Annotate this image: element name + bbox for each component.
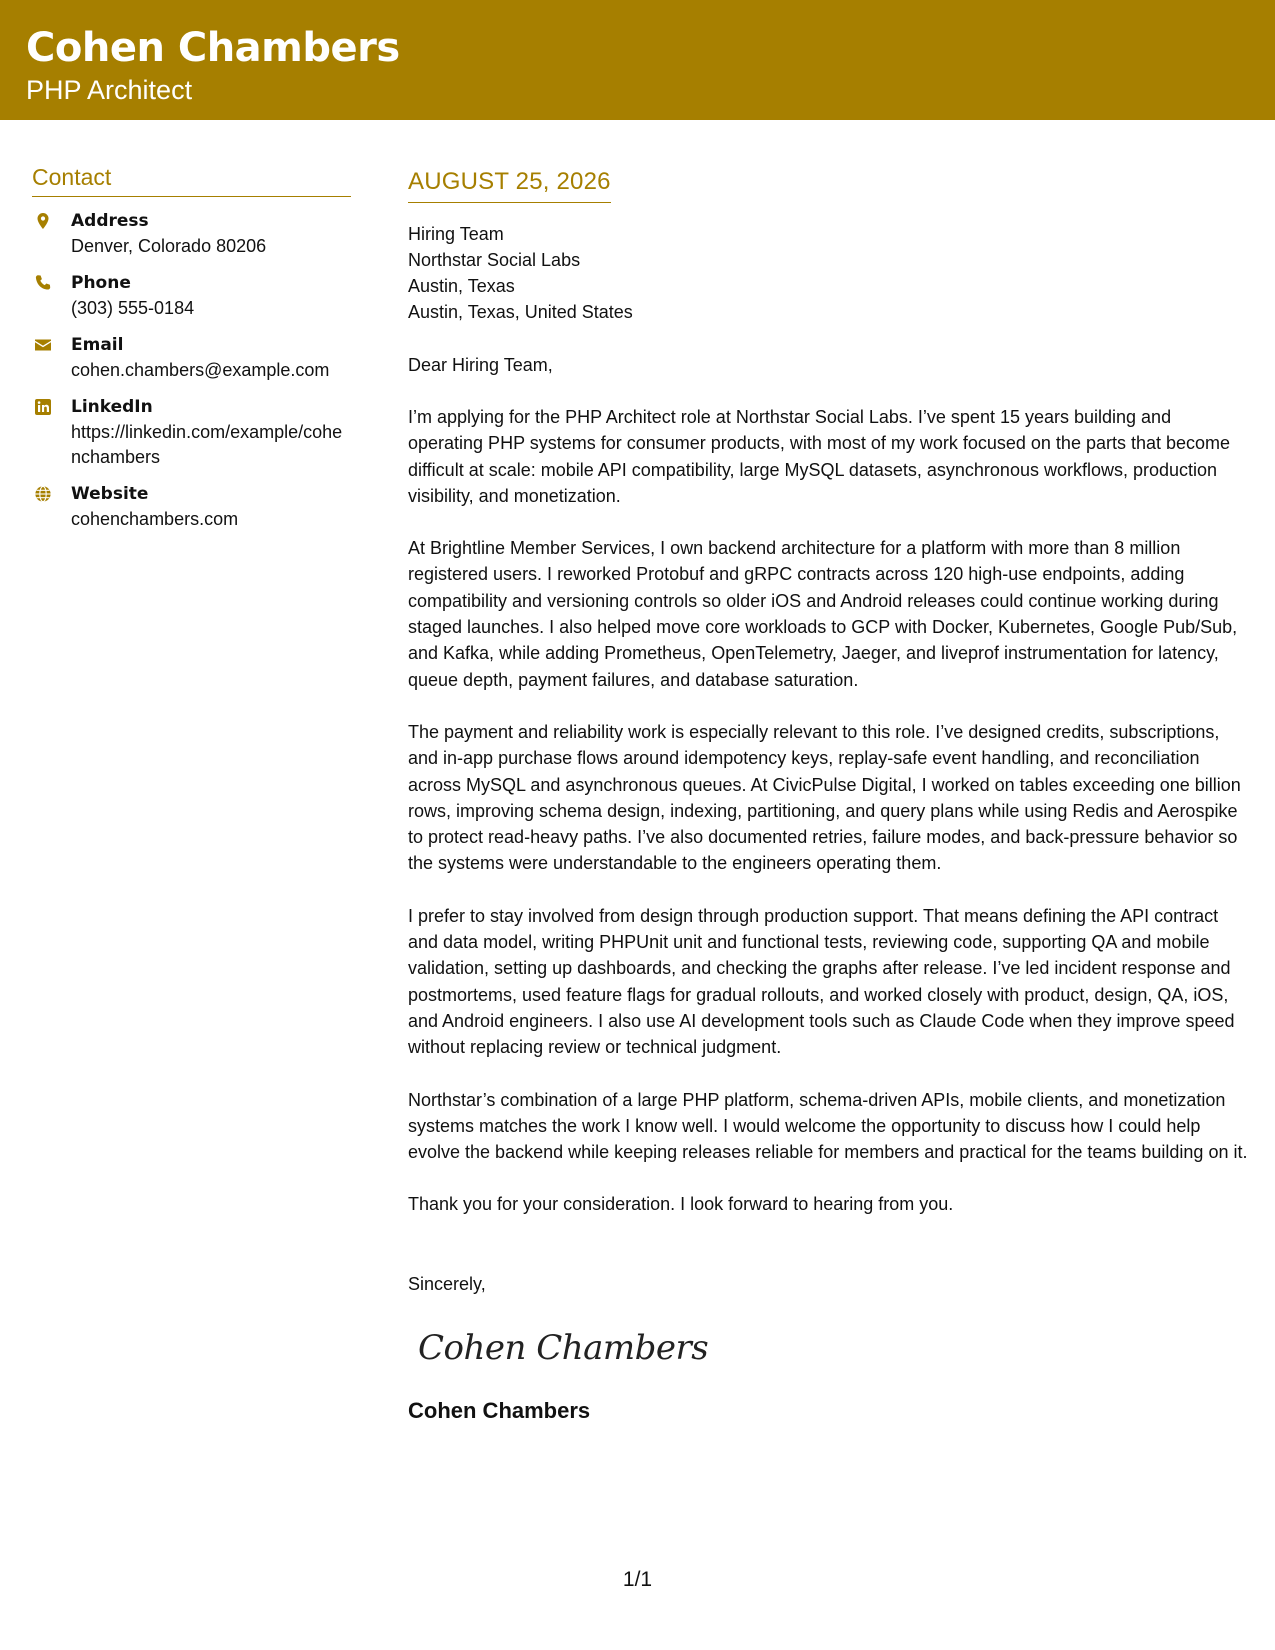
contact-value: (303) 555-0184 xyxy=(71,298,195,318)
recipient-line: Austin, Texas, United States xyxy=(408,302,633,322)
contact-label: Address xyxy=(71,211,149,231)
contact-item-address xyxy=(32,209,351,259)
map-pin-icon xyxy=(34,212,52,230)
contact-list xyxy=(32,209,351,532)
letter-paragraph: The payment and reliability work is especially relevant to this role. I’ve designed credits, subscriptions, and in-app purchase flows around idempotency keys, replay-safe event handling, and reconciliation across MySQL and asynchronous queues. At CivicPulse Digital, I worked on tables exceeding one billion rows, improving schema design, indexing, partitioning, and query plans while using Redis and Aerospike to protect read-heavy paths. I’ve also documented retries, failure modes, and back-pressure behavior so the systems were understandable to the engineers operating them. xyxy=(408,721,1241,874)
linkedin-link[interactable]: https://linkedin.com/example/cohenchambers xyxy=(71,422,343,467)
svg-text:Cohen Chambers: Cohen Chambers xyxy=(418,1327,709,1368)
globe-icon xyxy=(34,485,52,503)
contact-value: Denver, Colorado 80206 xyxy=(71,236,267,256)
handwritten-signature xyxy=(416,1321,1248,1377)
linkedin-icon xyxy=(34,398,52,416)
applicant-name: Cohen Chambers xyxy=(26,25,400,71)
recipient-line: Northstar Social Labs xyxy=(408,250,581,270)
email-link[interactable]: cohen.chambers@example.com xyxy=(71,360,330,380)
salutation: Dear Hiring Team, xyxy=(408,355,553,375)
letter-body xyxy=(408,166,1248,1425)
signer-name: Cohen Chambers xyxy=(408,1397,591,1423)
contact-item-website xyxy=(32,482,351,532)
closing: Sincerely, xyxy=(408,1273,486,1294)
contact-item-email xyxy=(32,333,351,383)
job-title: PHP Architect xyxy=(26,75,193,105)
contact-label: Website xyxy=(71,484,149,504)
envelope-icon xyxy=(34,336,52,354)
recipient-block xyxy=(408,221,1248,325)
contact-item-linkedin xyxy=(32,395,351,470)
letter-paragraph: Northstar’s combination of a large PHP platform, schema-driven APIs, mobile clients, and monetization systems matches the work I know well. I would welcome the opportunity to discuss how I could help evolve the backend while keeping releases reliable for members and practical for the teams building on it. xyxy=(408,1089,1248,1163)
website-link[interactable]: cohenchambers.com xyxy=(71,509,239,529)
letter-paragraph: I’m applying for the PHP Architect role at Northstar Social Labs. I’ve spent 15 years building and operating PHP systems for consumer products, with most of my work focused on the parts that become difficult at scale: mobile API compatibility, large MySQL datasets, asynchronous workflows, production visibility, and monetization. xyxy=(408,407,1231,506)
letter-paragraph: I prefer to stay involved from design through production support. That means defining the API contract and data model, writing PHPUnit unit and functional tests, reviewing code, supporting QA and mobile validation, setting up dashboards, and checking the graphs after release. I’ve led incident response and postmortems, used feature flags for gradual rollouts, and worked closely with product, design, QA, iOS, and Android engineers. I also use AI development tools such as Claude Code when they improve speed without replacing review or technical judgment. xyxy=(408,905,1235,1058)
header-banner xyxy=(0,0,1275,120)
contact-label: LinkedIn xyxy=(71,397,153,417)
phone-icon xyxy=(34,274,52,292)
contact-label: Phone xyxy=(71,273,131,293)
page-number: 1/1 xyxy=(622,1568,653,1591)
contact-label: Email xyxy=(71,335,124,355)
contact-sidebar xyxy=(32,162,351,544)
contact-heading: Contact xyxy=(32,162,351,197)
letter-date: AUGUST 25, 2026 xyxy=(408,166,611,203)
letter-paragraph: Thank you for your consideration. I look forward to hearing from you. xyxy=(408,1194,954,1215)
letter-paragraph: At Brightline Member Services, I own backend architecture for a platform with more than 8 million registered users. I reworked Protobuf and gRPC contracts across 120 high-use endpoints, adding compatibility and versioning controls so older iOS and Android releases could continue working during staged launches. I also helped move core workloads to GCP with Docker, Kubernetes, Google Pub/Sub, and Kafka, while adding Prometheus, OpenTelemetry, Jaeger, and liveprof instrumentation for latency, queue depth, payment failures, and database saturation. xyxy=(408,538,1238,690)
contact-item-phone xyxy=(32,271,351,321)
recipient-line: Hiring Team xyxy=(408,224,504,244)
recipient-line: Austin, Texas xyxy=(408,276,515,296)
